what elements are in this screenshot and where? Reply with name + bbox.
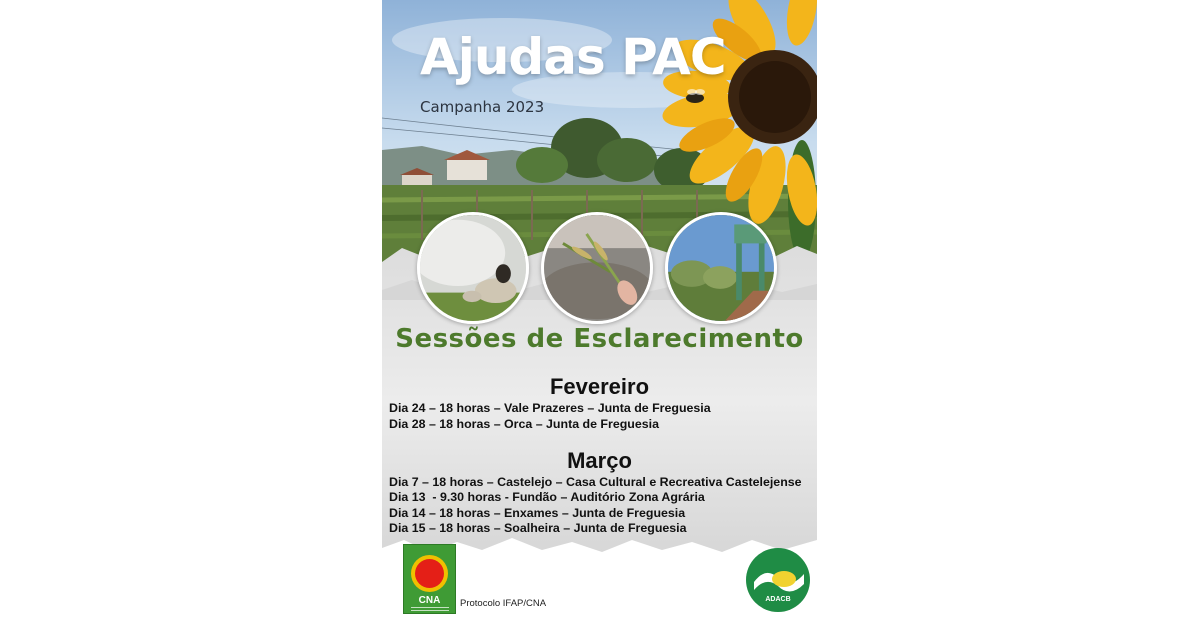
orchard-photo — [665, 212, 777, 324]
cna-logo-sun-center-icon — [415, 559, 444, 588]
session-item: Dia 15 – 18 horas – Soalheira – Junta de Freguesia — [389, 521, 687, 535]
session-item: Dia 28 – 18 horas – Orca – Junta de Freguesia — [389, 417, 659, 431]
sheep-photo — [417, 212, 529, 324]
wheat-photo — [541, 212, 653, 324]
month-heading-february: Fevereiro — [549, 374, 650, 399]
section-heading: Sessões de Esclarecimento — [395, 324, 804, 354]
adacb-logo-text: ADACB — [765, 596, 791, 603]
session-item: Dia 14 – 18 horas – Enxames – Junta de Freguesia — [389, 506, 686, 520]
cna-logo-text: CNA — [418, 595, 441, 606]
cna-logo — [403, 544, 456, 614]
session-item: Dia 24 – 18 horas – Vale Prazeres – Junta de Freguesia — [389, 401, 711, 415]
cna-logo-small-text — [411, 607, 449, 613]
adacb-logo — [746, 548, 810, 612]
month-heading-march: Março — [567, 448, 632, 473]
session-item: Dia 7 – 18 horas – Castelejo – Casa Cultural e Recreativa Castelejense — [389, 475, 802, 489]
poster-title: Ajudas PAC — [420, 28, 726, 86]
session-item: Dia 13 - 9.30 horas - Fundão – Auditório Zona Agrária — [389, 490, 705, 504]
protocol-text: Protocolo IFAP/CNA — [460, 598, 547, 609]
poster-subtitle: Campanha 2023 — [420, 98, 545, 116]
poster — [382, 0, 817, 628]
